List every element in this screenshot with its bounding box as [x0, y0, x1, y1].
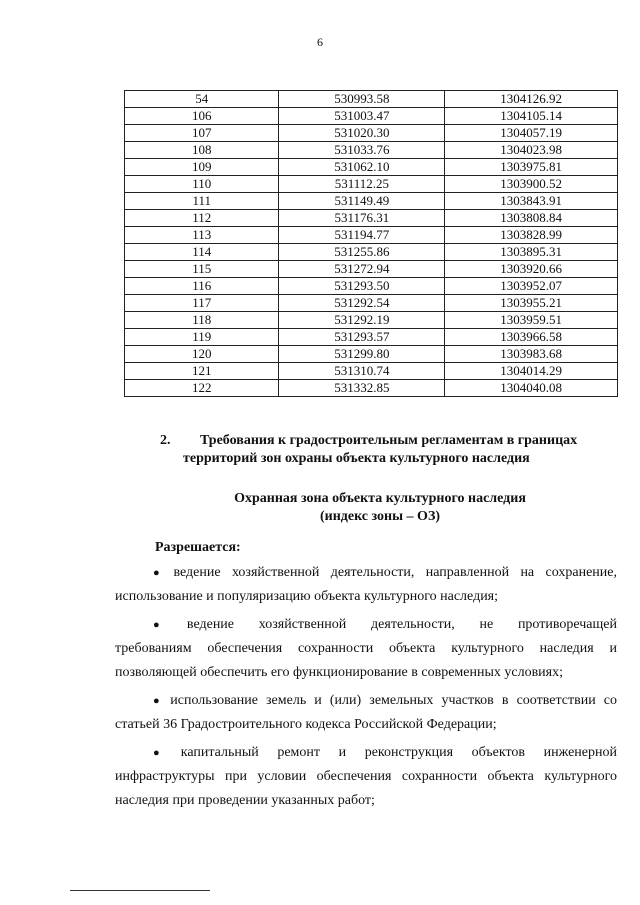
- x-coordinate-cell: 531194.77: [279, 227, 445, 244]
- list-item: [115, 613, 617, 685]
- x-coordinate-cell: 531299.80: [279, 346, 445, 363]
- list-item-text-rest: инфраструктуры при условии обеспечения сохранности объекта культурного наследия при проведении указанных работ;: [115, 769, 617, 808]
- x-coordinate-cell: 531149.49: [279, 193, 445, 210]
- y-coordinate-cell: 1304057.19: [445, 125, 618, 142]
- section-number: 2.: [160, 433, 171, 448]
- list-item: [115, 741, 617, 813]
- y-coordinate-cell: 1303808.84: [445, 210, 618, 227]
- list-item-text-first: ведение хозяйственной деятельности, не противоречащей: [186, 617, 617, 632]
- y-coordinate-cell: 1304126.92: [445, 91, 618, 108]
- table-row: [125, 244, 618, 261]
- table-row: [125, 142, 618, 159]
- y-coordinate-cell: 1304040.08: [445, 380, 618, 397]
- x-coordinate-cell: 531292.54: [279, 295, 445, 312]
- bullet-icon: ●: [153, 695, 165, 707]
- point-number-cell: 117: [125, 295, 279, 312]
- permitted-label: Разрешается:: [155, 540, 241, 555]
- list-item-first-line: [115, 561, 617, 585]
- x-coordinate-cell: 531293.57: [279, 329, 445, 346]
- bullet-icon: ●: [153, 567, 168, 579]
- y-coordinate-cell: 1303920.66: [445, 261, 618, 278]
- section-title-line2: территорий зон охраны объекта культурного наследия: [183, 451, 530, 466]
- x-coordinate-cell: 531062.10: [279, 159, 445, 176]
- x-coordinate-cell: 531310.74: [279, 363, 445, 380]
- point-number-cell: 54: [125, 91, 279, 108]
- x-coordinate-cell: 530993.58: [279, 91, 445, 108]
- table-row: [125, 380, 618, 397]
- y-coordinate-cell: 1303955.21: [445, 295, 618, 312]
- table-row: [125, 176, 618, 193]
- table-row: [125, 363, 618, 380]
- section-heading: [160, 432, 620, 468]
- y-coordinate-cell: 1304014.29: [445, 363, 618, 380]
- point-number-cell: 112: [125, 210, 279, 227]
- x-coordinate-cell: 531272.94: [279, 261, 445, 278]
- list-item-first-line: [115, 613, 617, 637]
- y-coordinate-cell: 1304105.14: [445, 108, 618, 125]
- section-heading-line1: [160, 432, 620, 450]
- y-coordinate-cell: 1303975.81: [445, 159, 618, 176]
- point-number-cell: 115: [125, 261, 279, 278]
- point-number-cell: 108: [125, 142, 279, 159]
- point-number-cell: 116: [125, 278, 279, 295]
- y-coordinate-cell: 1303952.07: [445, 278, 618, 295]
- section-title-line1: Требования к градостроительным регламентам в границах: [200, 433, 578, 448]
- list-item: [115, 561, 617, 609]
- table-row: [125, 125, 618, 142]
- table-row: [125, 346, 618, 363]
- x-coordinate-cell: 531255.86: [279, 244, 445, 261]
- x-coordinate-cell: 531293.50: [279, 278, 445, 295]
- point-number-cell: 118: [125, 312, 279, 329]
- table-row: [125, 193, 618, 210]
- y-coordinate-cell: 1304023.98: [445, 142, 618, 159]
- x-coordinate-cell: 531112.25: [279, 176, 445, 193]
- list-item: [115, 689, 617, 737]
- footnote-divider: [70, 890, 210, 891]
- y-coordinate-cell: 1303895.31: [445, 244, 618, 261]
- list-item-text-rest: использование и популяризацию объекта культурного наследия;: [115, 589, 499, 604]
- x-coordinate-cell: 531033.76: [279, 142, 445, 159]
- list-item-text-rest: требованиям обеспечения сохранности объекта культурного наследия и позволяющей обеспечить его функционирование в современных условиях;: [115, 641, 617, 680]
- table-row: [125, 108, 618, 125]
- point-number-cell: 114: [125, 244, 279, 261]
- point-number-cell: 106: [125, 108, 279, 125]
- y-coordinate-cell: 1303828.99: [445, 227, 618, 244]
- list-item-first-line: [115, 689, 617, 713]
- y-coordinate-cell: 1303900.52: [445, 176, 618, 193]
- point-number-cell: 111: [125, 193, 279, 210]
- point-number-cell: 113: [125, 227, 279, 244]
- point-number-cell: 109: [125, 159, 279, 176]
- list-item-text-rest: статьей 36 Градостроительного кодекса Российской Федерации;: [115, 717, 497, 732]
- list-item-first-line: [115, 741, 617, 765]
- point-number-cell: 120: [125, 346, 279, 363]
- y-coordinate-cell: 1303959.51: [445, 312, 618, 329]
- zone-title: [120, 490, 640, 526]
- list-item-text-first: капитальный ремонт и реконструкция объектов инженерной: [180, 745, 617, 760]
- x-coordinate-cell: 531003.47: [279, 108, 445, 125]
- list-item-text-first: ведение хозяйственной деятельности, направленной на сохранение,: [173, 565, 617, 580]
- x-coordinate-cell: 531292.19: [279, 312, 445, 329]
- table-row: [125, 295, 618, 312]
- table-row: [125, 227, 618, 244]
- table-row: [125, 329, 618, 346]
- table-row: [125, 91, 618, 108]
- x-coordinate-cell: 531020.30: [279, 125, 445, 142]
- point-number-cell: 122: [125, 380, 279, 397]
- y-coordinate-cell: 1303966.58: [445, 329, 618, 346]
- y-coordinate-cell: 1303843.91: [445, 193, 618, 210]
- y-coordinate-cell: 1303983.68: [445, 346, 618, 363]
- point-number-cell: 119: [125, 329, 279, 346]
- zone-title-line1: Охранная зона объекта культурного наследия: [234, 491, 526, 506]
- bullet-icon: ●: [153, 619, 181, 631]
- table-row: [125, 159, 618, 176]
- coordinates-table: [124, 90, 618, 397]
- table-row: [125, 261, 618, 278]
- list-item-text-first: использование земель и (или) земельных участков в соответствии со: [170, 693, 617, 708]
- point-number-cell: 110: [125, 176, 279, 193]
- point-number-cell: 107: [125, 125, 279, 142]
- table-row: [125, 210, 618, 227]
- bullet-icon: ●: [153, 747, 175, 759]
- table-row: [125, 312, 618, 329]
- x-coordinate-cell: 531176.31: [279, 210, 445, 227]
- point-number-cell: 121: [125, 363, 279, 380]
- table-row: [125, 278, 618, 295]
- zone-title-line2: (индекс зоны – ОЗ): [319, 509, 440, 524]
- x-coordinate-cell: 531332.85: [279, 380, 445, 397]
- coordinates-table-body: [125, 91, 618, 397]
- page-number: 6: [317, 35, 323, 49]
